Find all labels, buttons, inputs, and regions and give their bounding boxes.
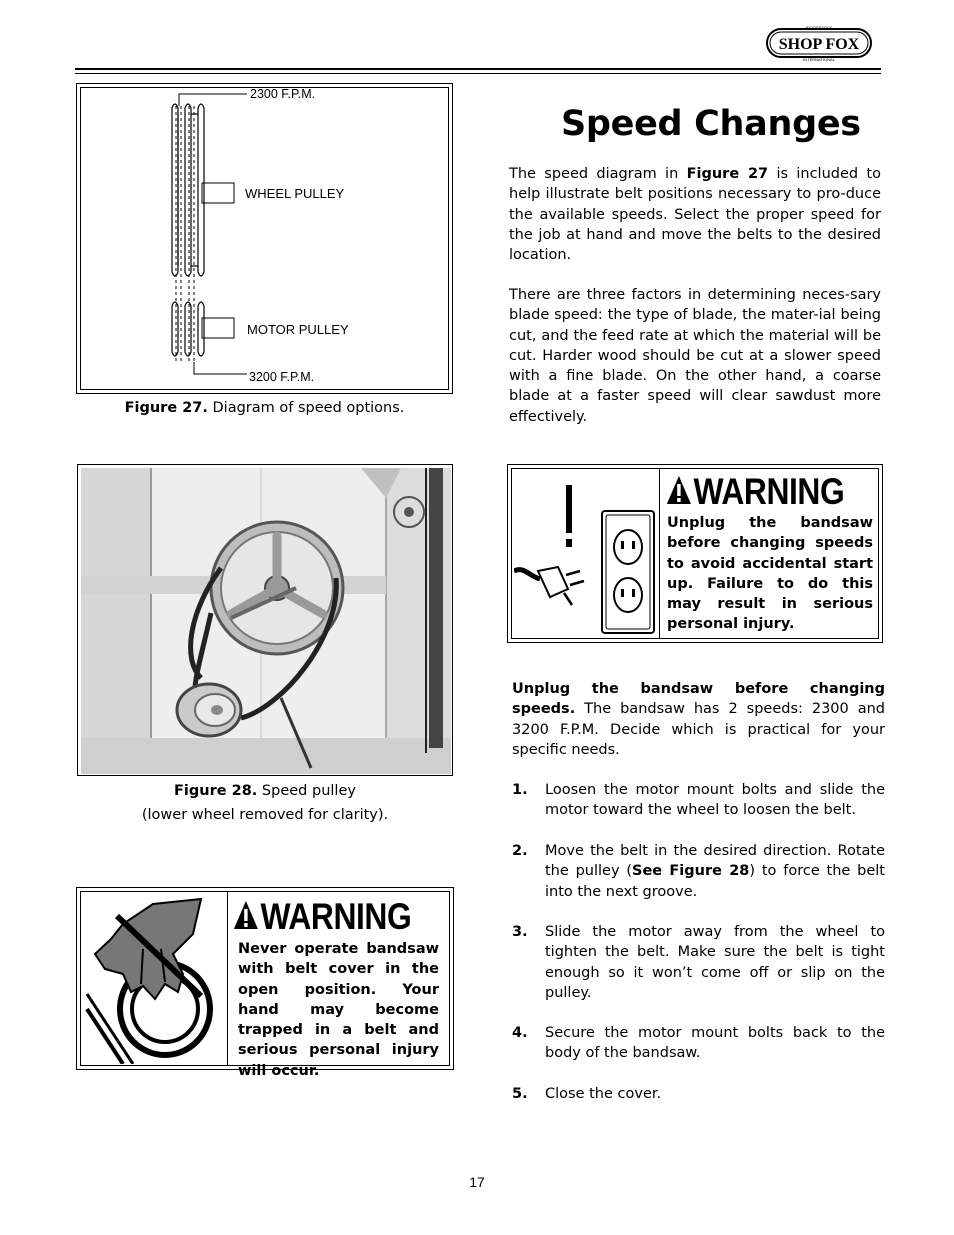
paragraph-speed-diagram: The speed diagram in Figure 27 is included to help illustrate belt positions necessary to pro-duce the available speeds. Select the proper speed for the job at hand and move the belts to the desired location. [509, 166, 881, 264]
label-motor-pulley: MOTOR PULLEY [247, 322, 349, 337]
unplug-outlet-icon [514, 471, 658, 637]
step-3: 3. Slide the motor away from the wheel to tighten the belt. Make sure the belt is tight enough so it won’t come off or slip on the pulley. [512, 924, 885, 1001]
section-title: Speed Changes [561, 104, 861, 144]
warning-title: WARNING [233, 898, 411, 936]
warning-box-unplug [507, 464, 883, 643]
figure-28-photo [77, 464, 453, 776]
label-wheel-pulley: WHEEL PULLEY [245, 186, 345, 201]
logo-brand-text: SHOP FOX [778, 36, 860, 53]
figure-27-ref: Figure 27 [686, 166, 769, 182]
warning-text: Unplug the bandsaw before changing speeds to avoid accidental start up. Failure to do this may result in serious personal injury. [667, 515, 873, 633]
speed-pulley-photo [81, 468, 451, 774]
step-1: 1. Loosen the motor mount bolts and slide the motor toward the wheel to loosen the belt. [512, 782, 885, 819]
label-2300-fpm: 2300 F.P.M. [250, 87, 316, 101]
warning-triangle-icon [233, 900, 259, 930]
label-3200-fpm: 3200 F.P.M. [249, 370, 315, 384]
figure-27-diagram [76, 83, 453, 394]
logo-arc-bottom: INTERNATIONAL [803, 57, 835, 62]
logo-arc-top: WOODSTOCK [805, 25, 833, 30]
warning-text: Never operate bandsaw with belt cover in the open position. Your hand may become trapped in a belt and serious personal injury will occur. [238, 941, 439, 1079]
page-number: 17 [469, 1174, 485, 1190]
warning-title: WARNING [666, 473, 844, 511]
shop-fox-logo [765, 24, 873, 62]
pulley-diagram [77, 84, 454, 395]
warning-box-belt-cover [76, 887, 454, 1079]
paragraph-unplug: Unplug the bandsaw before changing speeds. The bandsaw has 2 speeds: 2300 and 3200 F.P.M. Decide which is practical for your specific needs. [512, 681, 885, 758]
step-5: 5. Close the cover. [512, 1086, 662, 1102]
figure-28-ref: See Figure 28 [632, 863, 750, 880]
figure-28-caption: Figure 28. Speed pulley (lower wheel removed for clarity). [141, 783, 389, 823]
step-4: 4. Secure the motor mount bolts back to the body of the bandsaw. [512, 1025, 885, 1062]
figure-27-caption: Figure 27. Diagram of speed options. [124, 400, 405, 416]
hand-in-belt-icon [83, 894, 225, 1064]
header-rule-thin [75, 73, 881, 74]
step-2: 2. Move the belt in the desired direction. Rotate the pulley (See Figure 28) to force the belt into the next groove. [512, 843, 885, 900]
header-rule [75, 68, 881, 70]
warning-triangle-icon [666, 475, 692, 505]
paragraph-factors: There are three factors in determining neces-sary blade speed: the type of blade, the mater-ial being cut, and the feed rate at which the material will be cut. Harder wood should be cut at a slower speed with a fine blade. On the other hand, a coarse blade at a faster speed will clear sawdust more effectively. [509, 287, 881, 425]
